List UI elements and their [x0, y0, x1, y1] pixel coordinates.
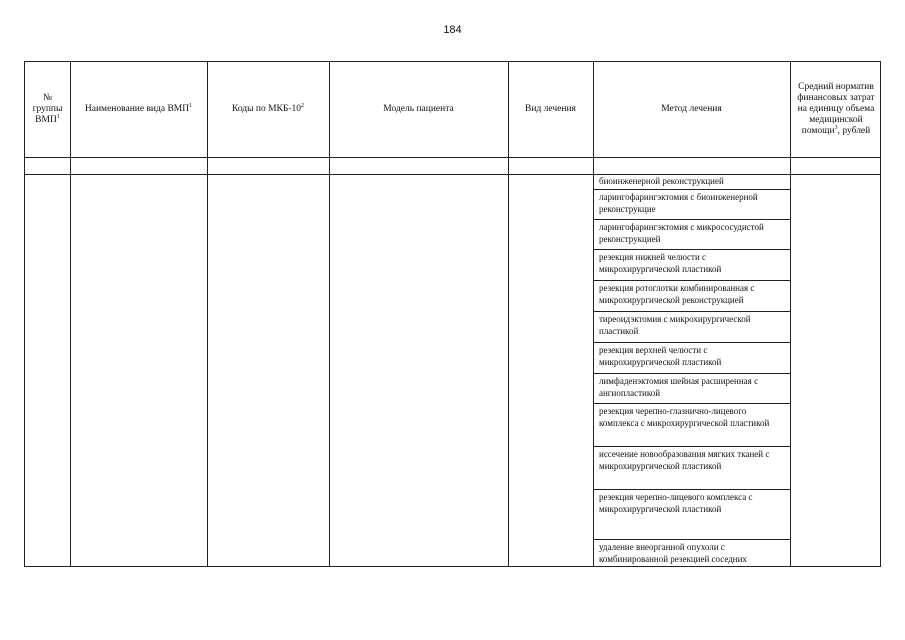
treatment-table	[24, 61, 881, 567]
treatment-method-item: биоинженерной реконструкцией	[593, 174, 790, 190]
treatment-method-item: резекция верхней челюсти с микрохирургической пластикой	[593, 343, 790, 374]
header-group-number-label: группы	[32, 104, 63, 114]
footnote-marker: 1	[189, 102, 193, 109]
header-treatment-method: Метод лечения	[661, 104, 722, 114]
treatment-method-item: ларингофарингэктомия с микрососудистой реконструкцией	[593, 220, 790, 250]
header-cost-norm	[790, 62, 882, 157]
treatment-method-item: резекция ротоглотки комбинированная с микрохирургической реконструкцией	[593, 281, 790, 312]
header-group-number-symbol: №	[42, 93, 53, 103]
footnote-marker: 2	[301, 102, 305, 109]
header-icd-codes-label: Коды по МКБ-10	[231, 104, 302, 114]
header-treatment-type: Вид лечения	[525, 104, 576, 114]
treatment-method-item: резекция черепно-лицевого комплекса с микрохирургической пластикой	[593, 490, 790, 540]
treatment-method-item: лимфаденэктомия шейная расширенная с ангиопластикой	[593, 374, 790, 404]
header-vmp-name	[70, 62, 207, 157]
treatment-method-item: тиреоидэктомия с микрохирургической пластикой	[593, 312, 790, 343]
header-patient-model: Модель пациента	[383, 104, 454, 114]
header-cost-norm-label: Средний норматив финансовых затрат на единицу объема медицинской помощи	[797, 82, 875, 136]
treatment-method-list	[593, 174, 790, 566]
treatment-method-item: ларингофарингэктомия с биоинженерной реконструкцие	[593, 190, 790, 220]
header-cost-norm-unit: , рублей	[837, 126, 871, 136]
header-group-number-abbr: ВМП	[35, 115, 57, 125]
treatment-method-item: резекция черепно-глазнично-лицевого комплекса с микрохирургической пластикой	[593, 404, 790, 447]
row-divider	[25, 157, 880, 158]
header-vmp-name-label: Наименование вида ВМП	[84, 104, 190, 114]
header-group-number	[25, 62, 70, 157]
treatment-method-item: резекция нижней челюсти с микрохирургической пластикой	[593, 250, 790, 281]
footnote-marker: 1	[56, 113, 60, 120]
header-icd-codes	[207, 62, 329, 157]
treatment-method-item: иссечение новообразования мягких тканей с микрохирургической пластикой	[593, 447, 790, 490]
page-number: 184	[443, 24, 462, 36]
treatment-method-item: удаление внеорганной опухоли с комбинированной резекцией соседних	[599, 542, 747, 564]
footnote-marker: 3	[834, 124, 838, 131]
